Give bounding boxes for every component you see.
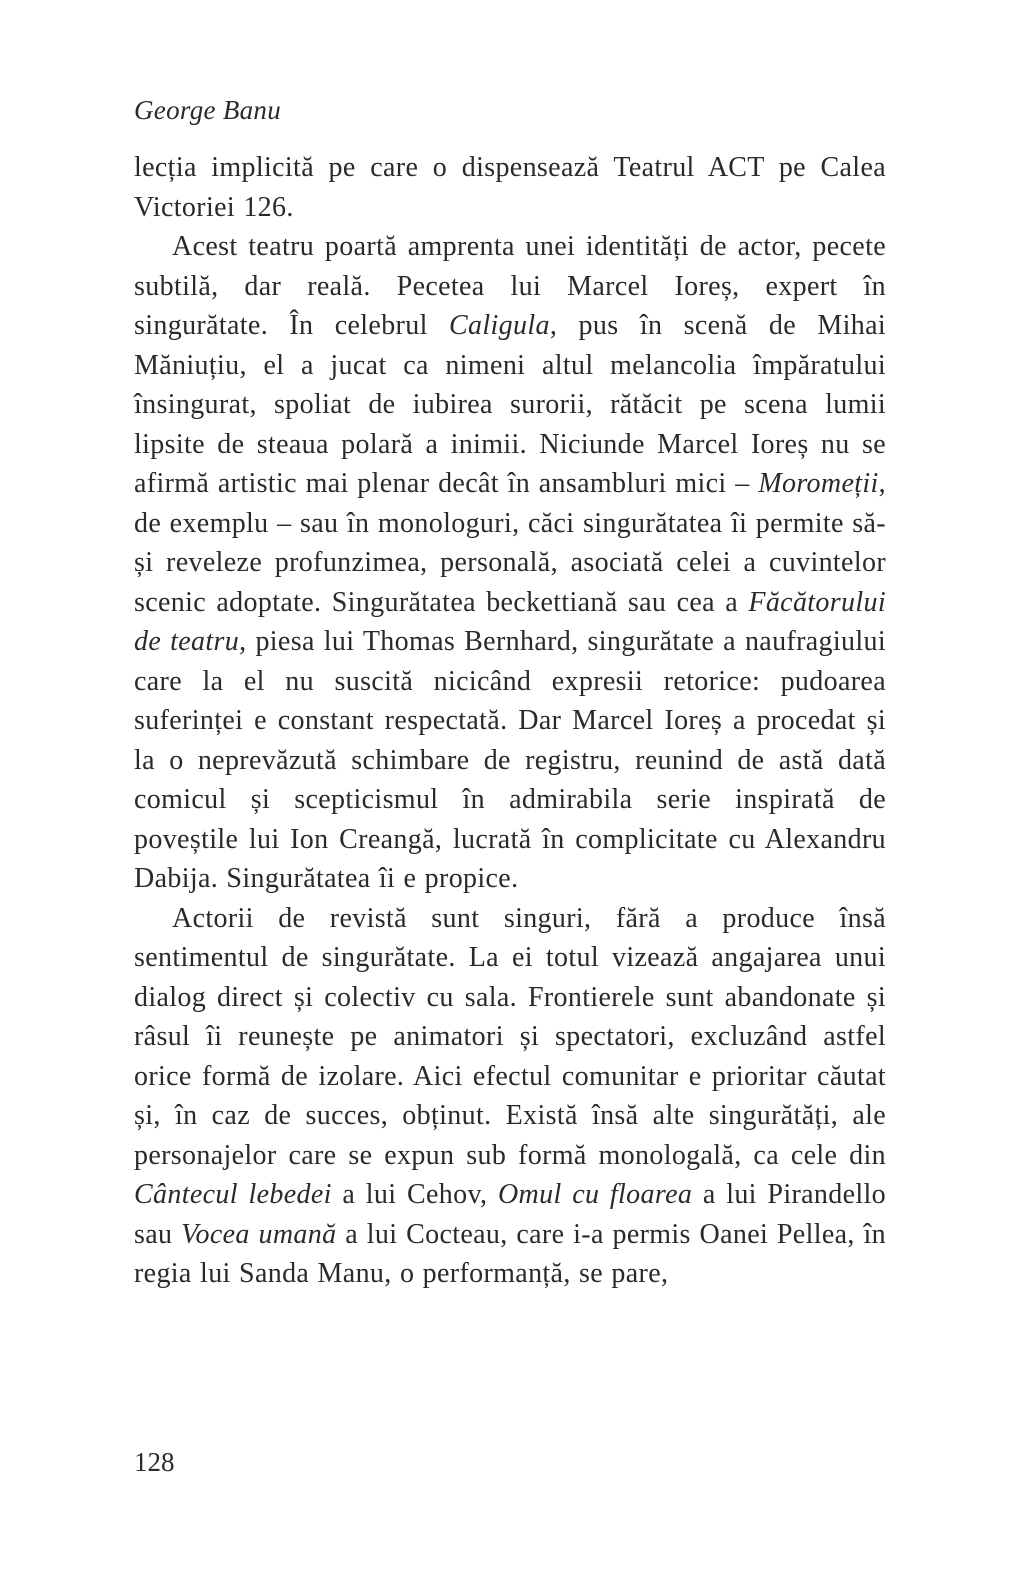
paragraph-3-text-d: a lui Cocteau, care i-a permis Oanei Pellea, în regia lui Sanda Manu, o performanță, se pare, [134,1218,886,1289]
title-morometii: Moromeții [758,468,879,499]
page-number: 128 [134,1447,175,1477]
paragraph-2 [134,227,886,899]
paragraph-1 [134,148,886,227]
title-caligula: Caligula [449,310,550,341]
running-head-author: George Banu [134,95,282,125]
paragraph-2-text-b: , pus în scenă de Mihai Măniuțiu, el a jucat ca nimeni altul melancolia împăratului însingurat, spoliat de iubirea surorii, rătăcit pe scena lumii lipsite de steaua polară a inimii. Niciunde Marcel Ioreș nu se afirmă artistic mai plenar decât în ansambluri mici – [134,310,886,499]
paragraph-3-text-c: a lui Pirandello sau [134,1179,886,1250]
title-facatorul-de-teatru: Făcătorului de teatru [134,586,886,657]
title-vocea-umana: Vocea umană [181,1218,337,1250]
paragraph-3 [134,899,886,1294]
paragraph-1-text: lecția implicită pe care o dispensează Teatrul ACT pe Calea Victoriei 126. [134,152,886,223]
title-cantecul-lebedei: Cântecul lebedei [134,1179,332,1210]
title-omul-cu-floarea: Omul cu floarea [497,1179,693,1210]
paragraph-3-text-a: Actorii de revistă sunt singuri, fără a produce însă sentimentul de singurătate. La ei totul vizează angajarea unui dialog direct și colectiv cu sala. Frontierele sunt abandonate și râsul îi reunește pe animatori și spectatori, excluzând astfel orice formă de izolare. Aici efectul comunitar e prioritar căutat și, în caz de succes, obținut. Există însă alte singurătăți, ale personajelor care se expun sub formă monologală, ca cele din [134,902,886,1171]
paragraph-3-text-b: a lui Cehov, [331,1179,498,1210]
paragraph-2-text-c: , de exemplu – sau în monologuri, căci singurătatea îi permite să-și reveleze profunzimea, personală, asociată celei a cuvintelor scenic adoptate. Singurătatea beckettiană sau cea a [134,468,886,618]
paragraph-2-text-a: Acest teatru poartă amprenta unei identități de actor, pecete subtilă, dar reală. Pecetea lui Marcel Ioreș, expert în singurătate. În celebrul [134,231,886,341]
body-text [134,148,886,1294]
paragraph-2-text-d: , piesa lui Thomas Bernhard, singurătate a naufragiului care la el nu suscită nicicând expresii retorice: pudoarea suferinței e constant respectată. Dar Marcel Ioreș a procedat și la o neprevăzută schimbare de registru, reunind de astă dată comicul și scepticismul în admirabila serie inspirată de poveștile lui Ion Creangă, lucrată în complicitate cu Alexandru Dabija. Singurătatea îi e propice. [134,626,886,894]
